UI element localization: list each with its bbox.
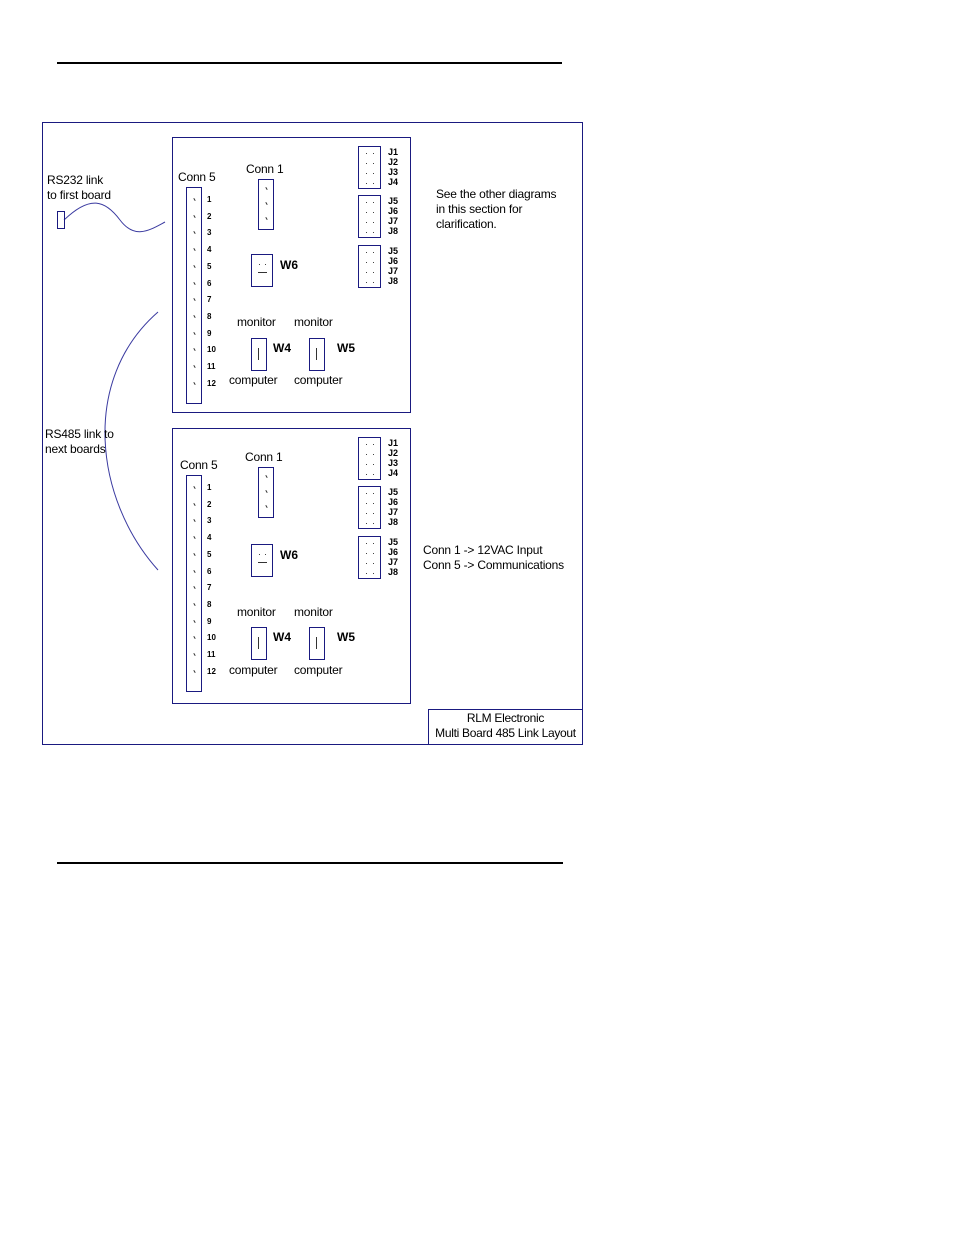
conn5-pin-label: 11	[207, 650, 216, 659]
jumper-label: J7	[388, 557, 399, 567]
jumper-pin	[373, 232, 374, 233]
w4-jumper	[251, 338, 267, 371]
w5-monitor-label: monitor	[294, 605, 333, 619]
w5-link	[316, 348, 317, 360]
jumper-label: J6	[388, 547, 399, 557]
rs232-label-line1: RS232 link	[47, 173, 104, 187]
conn5-pin-label: 5	[207, 261, 212, 271]
jumper-pin	[366, 232, 367, 233]
conn5-pin-label: 4	[207, 245, 212, 255]
conn5-connector	[186, 187, 202, 404]
conn5-label: Conn 5	[180, 458, 218, 472]
jumper-pin	[373, 573, 374, 574]
w5-link	[316, 637, 317, 649]
title-block-line1: RLM Electronic	[466, 711, 545, 725]
jumper-pin	[373, 252, 374, 253]
jumper-pin	[366, 563, 367, 564]
jumper-pin	[366, 543, 367, 544]
jumper-pin	[373, 563, 374, 564]
conn5-pin-label: 1	[207, 483, 212, 492]
note-top-line2: in this section for	[436, 202, 523, 216]
jumper-pin	[373, 212, 374, 213]
jumper-label: J1	[388, 147, 399, 157]
rs232-plug	[57, 211, 65, 229]
jumper-pin	[366, 474, 367, 475]
rs485-label-line1: RS485 link to	[45, 427, 114, 441]
w6-jumper	[251, 544, 273, 577]
w6-jumper	[251, 254, 273, 287]
jumper-label: J3	[388, 458, 399, 468]
jumper-pin	[366, 464, 367, 465]
w4-jumper	[251, 627, 267, 660]
conn5-pin-label: 2	[207, 499, 212, 509]
jumper-label: J8	[388, 226, 399, 236]
jumper-pin	[366, 202, 367, 203]
title-block-line2: Multi Board 485 Link Layout	[435, 726, 576, 740]
jumper-block	[358, 245, 381, 288]
jumper-pin	[373, 272, 374, 273]
conn5-pin-label: 4	[207, 533, 212, 543]
jumper-pin	[366, 262, 367, 263]
jumper-pin	[366, 513, 367, 514]
w6-pin	[265, 264, 266, 265]
note-top-line3: clarification.	[436, 217, 497, 231]
jumper-label: J2	[388, 448, 399, 458]
conn5-pin-label: 12	[207, 378, 216, 388]
conn5-pin-label: 8	[207, 599, 212, 609]
jumper-pin	[373, 493, 374, 494]
jumper-pin	[373, 474, 374, 475]
jumper-pin	[366, 523, 367, 524]
note-bottom-line2: Conn 5 -> Communications	[423, 558, 564, 572]
w6-link	[258, 562, 267, 563]
note-top-line1: See the other diagrams	[436, 187, 557, 201]
w5-jumper	[309, 627, 325, 660]
conn5-pin-label: 8	[207, 311, 212, 321]
w6-pin	[259, 264, 260, 265]
rs485-label-line2: next boards	[45, 442, 106, 456]
w5-label: W5	[337, 341, 355, 355]
w4-monitor-label: monitor	[237, 605, 276, 619]
w5-computer-label: computer	[294, 663, 343, 677]
jumper-label: J7	[388, 216, 399, 226]
conn5-pin-label: 6	[207, 278, 212, 288]
conn5-pin-label: 9	[207, 328, 212, 338]
jumper-label: J8	[388, 517, 399, 527]
w5-jumper	[309, 338, 325, 371]
conn5-pin-label: 10	[207, 633, 216, 643]
rs232-wire	[64, 203, 165, 232]
note-bottom-line1: Conn 1 -> 12VAC Input	[423, 543, 543, 557]
conn5-connector	[186, 475, 202, 692]
w4-computer-label: computer	[229, 663, 278, 677]
jumper-pin	[373, 153, 374, 154]
conn5-pin-label: 10	[207, 345, 216, 355]
jumper-block	[358, 195, 381, 238]
jumper-pin	[373, 222, 374, 223]
w4-monitor-label: monitor	[237, 315, 276, 329]
w4-label: W4	[273, 630, 291, 644]
jumper-block	[358, 437, 381, 480]
conn5-pin-label: 3	[207, 516, 212, 526]
jumper-pin	[366, 493, 367, 494]
conn5-pin-label: 11	[207, 362, 216, 371]
jumper-label: J8	[388, 567, 399, 577]
w4-label: W4	[273, 341, 291, 355]
w5-monitor-label: monitor	[294, 315, 333, 329]
jumper-label: J4	[388, 468, 399, 478]
conn5-pin-label: 7	[207, 295, 212, 305]
jumper-pin	[373, 262, 374, 263]
w4-computer-label: computer	[229, 373, 278, 387]
conn5-pin-label: 2	[207, 211, 212, 221]
jumper-label: J7	[388, 266, 399, 276]
jumper-pin	[373, 163, 374, 164]
jumper-label: J5	[388, 246, 399, 256]
conn5-label: Conn 5	[178, 170, 216, 184]
jumper-pin	[373, 454, 374, 455]
jumper-block	[358, 146, 381, 189]
conn5-pin-label: 9	[207, 616, 212, 626]
jumper-pin	[373, 523, 374, 524]
jumper-pin	[366, 173, 367, 174]
jumper-label: J6	[388, 206, 399, 216]
jumper-label: J2	[388, 157, 399, 167]
conn5-pin-label: 7	[207, 583, 212, 593]
jumper-pin	[373, 513, 374, 514]
conn5-pin-label: 1	[207, 195, 212, 204]
w5-computer-label: computer	[294, 373, 343, 387]
jumper-label: J5	[388, 487, 399, 497]
jumper-pin	[373, 183, 374, 184]
jumper-label: J4	[388, 177, 399, 187]
jumper-label: J6	[388, 256, 399, 266]
jumper-label: J5	[388, 537, 399, 547]
jumper-pin	[373, 202, 374, 203]
jumper-pin	[373, 543, 374, 544]
jumper-pin	[366, 222, 367, 223]
jumper-block	[358, 536, 381, 579]
jumper-pin	[366, 573, 367, 574]
w6-label: W6	[280, 258, 298, 272]
w6-link	[258, 272, 267, 273]
jumper-label: J1	[388, 438, 399, 448]
jumper-pin	[366, 553, 367, 554]
jumper-pin	[366, 503, 367, 504]
w4-link	[258, 637, 259, 649]
jumper-block	[358, 486, 381, 529]
jumper-pin	[366, 272, 367, 273]
conn1-label: Conn 1	[246, 162, 284, 176]
jumper-pin	[366, 153, 367, 154]
jumper-pin	[366, 183, 367, 184]
conn1-label: Conn 1	[245, 450, 283, 464]
jumper-pin	[373, 444, 374, 445]
jumper-pin	[366, 163, 367, 164]
rs232-label-line2: to first board	[47, 188, 111, 202]
w6-label: W6	[280, 548, 298, 562]
jumper-pin	[366, 282, 367, 283]
jumper-label: J7	[388, 507, 399, 517]
w5-label: W5	[337, 630, 355, 644]
jumper-pin	[373, 173, 374, 174]
conn5-pin-label: 6	[207, 566, 212, 576]
jumper-label: J3	[388, 167, 399, 177]
conn5-pin-label: 3	[207, 228, 212, 238]
jumper-pin	[373, 553, 374, 554]
jumper-pin	[373, 282, 374, 283]
jumper-label: J5	[388, 196, 399, 206]
jumper-pin	[366, 212, 367, 213]
jumper-pin	[366, 252, 367, 253]
jumper-pin	[373, 503, 374, 504]
jumper-label: J6	[388, 497, 399, 507]
w6-pin	[265, 554, 266, 555]
conn5-pin-label: 5	[207, 549, 212, 559]
jumper-pin	[373, 464, 374, 465]
w4-link	[258, 348, 259, 360]
jumper-pin	[366, 444, 367, 445]
jumper-label: J8	[388, 276, 399, 286]
w6-pin	[259, 554, 260, 555]
jumper-pin	[366, 454, 367, 455]
conn5-pin-label: 12	[207, 666, 216, 676]
